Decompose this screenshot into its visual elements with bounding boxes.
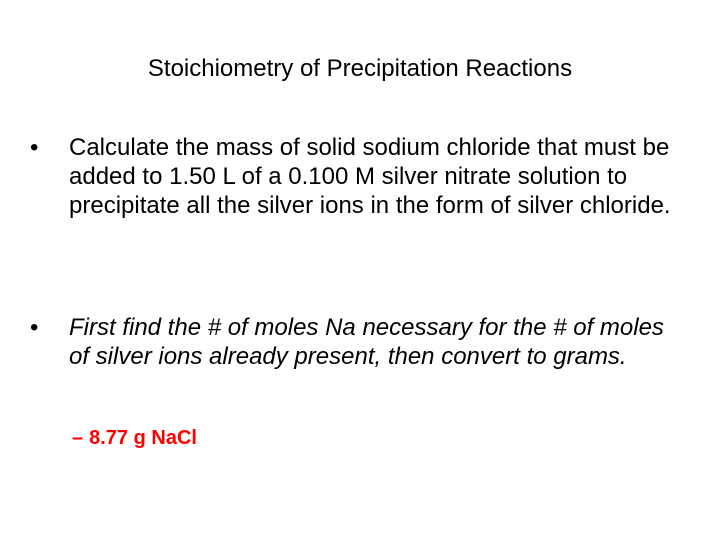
bullet-item <box>30 313 690 371</box>
slide-title: Stoichiometry of Precipitation Reactions <box>147 55 573 82</box>
bullet-dot: • <box>30 314 39 341</box>
answer-subbullet <box>72 424 197 452</box>
bullet-item <box>30 133 690 220</box>
bullet-dot: • <box>30 134 39 161</box>
answer-text: 8.77 g NaCl <box>89 427 197 449</box>
dash-marker: – <box>72 427 84 449</box>
bullet-text: Calculate the mass of solid sodium chloride that must be added to 1.50 L of a 0.100 M silver nitrate solution to precipitate all the silver ions in the form of silver chloride. <box>69 134 671 219</box>
bullet-text: First find the # of moles Na necessary for the # of moles of silver ions already present, then convert to grams. <box>69 314 664 370</box>
